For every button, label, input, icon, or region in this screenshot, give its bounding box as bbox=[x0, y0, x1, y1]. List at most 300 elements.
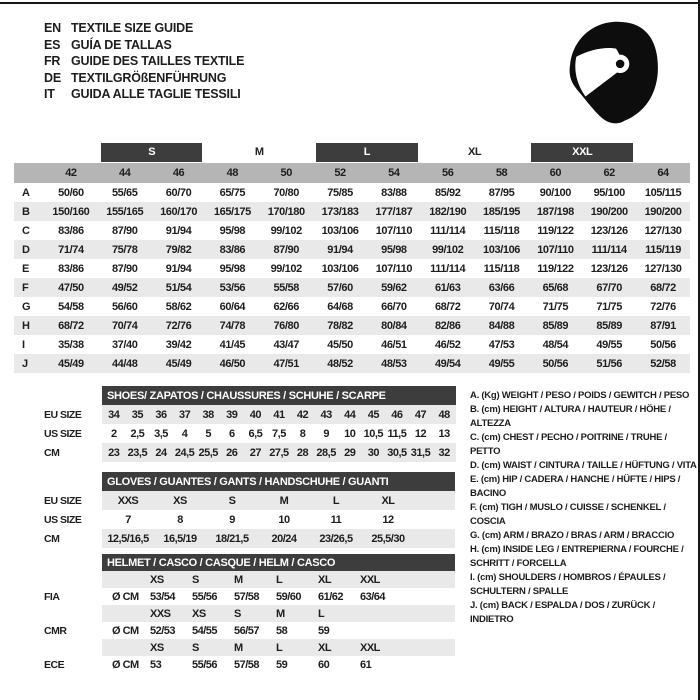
size-value-cell: 7,5 bbox=[272, 427, 286, 440]
size-value-cell: 48/54 bbox=[542, 338, 569, 351]
legend-item-h: H. (cm) INSIDE LEG / ENTREPIERNA / FOURCHE / SCHRITT / FORCELLA bbox=[470, 544, 684, 569]
gloves-size-table bbox=[44, 472, 455, 548]
legend-item-a: A. (Kg) WEIGHT / PESO / POIDS / GEWITCH / PESO bbox=[470, 390, 690, 401]
row-label: E bbox=[22, 262, 29, 275]
size-value-cell: 83/88 bbox=[381, 186, 407, 199]
size-group-xxl: XXL bbox=[531, 143, 633, 162]
legend-item-i: I. (cm) SHOULDERS / HOMBROS / ÉPAULES / SCHULTERN / SPALLE bbox=[470, 572, 666, 597]
spacer bbox=[636, 142, 690, 163]
size-value-cell: 49/52 bbox=[98, 278, 152, 297]
row-label: EU SIZE bbox=[44, 408, 82, 421]
size-label-cell: S bbox=[189, 639, 231, 656]
size-value-cell: 95/100 bbox=[593, 186, 625, 199]
measurement-row-d bbox=[14, 240, 690, 259]
size-value-cell: 190/200 bbox=[636, 202, 690, 221]
size-value-cell: 95/98 bbox=[219, 262, 246, 275]
size-value-cell: 70/74 bbox=[488, 300, 515, 313]
helmet-values-row-ece bbox=[44, 656, 455, 673]
language-code: IT bbox=[44, 87, 55, 101]
size-value-cell: 83/86 bbox=[205, 240, 259, 259]
unit-spacer bbox=[102, 639, 147, 656]
size-value-cell bbox=[357, 622, 399, 639]
size-value-cell: 91/94 bbox=[165, 224, 192, 237]
size-value-cell: 60 bbox=[318, 658, 330, 671]
helmet-sizes-row-ece bbox=[44, 639, 455, 656]
size-value-cell: 60/70 bbox=[165, 186, 192, 199]
size-value-cell: 71/75 bbox=[542, 300, 569, 313]
size-group-l: L bbox=[316, 143, 418, 162]
size-value-cell: 111/114 bbox=[430, 224, 466, 237]
measurement-row-f bbox=[14, 278, 690, 297]
size-label-cell: M bbox=[231, 571, 273, 588]
row-label: B bbox=[14, 202, 44, 221]
size-value-cell: 103/106 bbox=[321, 262, 359, 275]
size-value-cell: 47/50 bbox=[44, 278, 98, 297]
size-value-cell: 107/110 bbox=[375, 224, 413, 237]
size-value-cell: 76/80 bbox=[259, 316, 313, 335]
size-value-cell: 68/72 bbox=[44, 316, 98, 335]
size-value-cell: 123/126 bbox=[590, 224, 628, 237]
size-value-cell: 8 bbox=[177, 513, 183, 526]
size-column-60: 60 bbox=[528, 163, 582, 183]
shoes-row-cm bbox=[44, 443, 456, 462]
size-value-cell: 165/175 bbox=[205, 202, 259, 221]
size-value-cell: 57/60 bbox=[313, 278, 367, 297]
size-value-cell: 44/48 bbox=[98, 354, 152, 373]
title-line-it bbox=[44, 86, 244, 103]
legend-item-g: G. (cm) ARM / BRAZO / BRAS / ARM / BRACCIO bbox=[470, 530, 675, 541]
size-value-cell: 59/62 bbox=[367, 278, 421, 297]
helmet-icon bbox=[562, 18, 664, 126]
size-column-46: 46 bbox=[152, 163, 206, 183]
size-value-cell: 52/58 bbox=[636, 354, 690, 373]
size-value-cell: 45 bbox=[362, 405, 386, 424]
size-label-cell: XS bbox=[189, 605, 231, 622]
size-value-cell: 3,5 bbox=[154, 427, 168, 440]
helmet-header-bar: HELMET / CASCO / CASQUE / HELM / CASCO bbox=[102, 554, 455, 571]
size-value-cell: 45/49 bbox=[44, 354, 98, 373]
size-value-cell: 49/55 bbox=[596, 338, 622, 351]
size-column-64: 64 bbox=[636, 163, 690, 183]
size-value-cell: 28,5 bbox=[314, 443, 338, 462]
size-value-cell: 70/80 bbox=[273, 186, 299, 199]
size-label-cell: S bbox=[231, 605, 273, 622]
size-value-cell: 103/106 bbox=[321, 224, 359, 237]
measurement-row-c bbox=[14, 221, 690, 240]
size-column-48: 48 bbox=[205, 163, 259, 183]
size-value-cell: 27,5 bbox=[267, 443, 291, 462]
size-column-52: 52 bbox=[313, 163, 367, 183]
size-value-cell: 177/187 bbox=[367, 202, 421, 221]
size-value-cell: 25,5 bbox=[196, 443, 220, 462]
size-value-cell: 53 bbox=[150, 658, 162, 671]
size-number-row bbox=[14, 163, 690, 183]
size-value-cell: 190/200 bbox=[582, 202, 636, 221]
size-value-cell: 78/82 bbox=[313, 316, 367, 335]
size-value-cell: 87/91 bbox=[636, 316, 690, 335]
helmet-values-row-fia bbox=[44, 588, 455, 605]
size-value-cell: 187/198 bbox=[528, 202, 582, 221]
filler-cell bbox=[399, 656, 455, 673]
size-value-cell: 53/56 bbox=[205, 278, 259, 297]
size-value-cell: 27 bbox=[244, 443, 268, 462]
size-value-cell: 79/82 bbox=[152, 240, 206, 259]
size-value-cell: 10 bbox=[344, 427, 356, 440]
size-value-cell: 51/56 bbox=[582, 354, 636, 373]
row-label-spacer bbox=[44, 571, 102, 588]
size-value-cell: 87/90 bbox=[111, 224, 138, 237]
row-label: CM bbox=[44, 532, 60, 545]
size-value-cell: 32 bbox=[432, 443, 456, 462]
size-value-cell: 52/53 bbox=[150, 624, 176, 637]
size-value-cell: 123/126 bbox=[590, 262, 628, 275]
size-value-cell: 30 bbox=[362, 443, 386, 462]
title-text: GUIDE DES TAILLES TEXTILE bbox=[71, 54, 245, 68]
size-value-cell: 70/74 bbox=[98, 316, 152, 335]
size-value-cell: 12,5/16,5 bbox=[102, 529, 154, 548]
shoes-header-bar: SHOES/ ZAPATOS / CHAUSSURES / SCHUHE / SCARPE bbox=[102, 386, 456, 405]
size-value-cell: 49/54 bbox=[421, 354, 475, 373]
size-value-cell: 43 bbox=[314, 405, 338, 424]
size-value-cell: 60/64 bbox=[219, 300, 246, 313]
size-column-62: 62 bbox=[582, 163, 636, 183]
row-label: H bbox=[14, 316, 44, 335]
language-code: DE bbox=[44, 70, 61, 85]
size-value-cell: 72/76 bbox=[650, 300, 676, 313]
size-value-cell: 103/106 bbox=[475, 240, 529, 259]
size-value-cell: 63/66 bbox=[475, 278, 529, 297]
size-value-cell: XXS bbox=[102, 491, 154, 510]
size-value-cell: 45/49 bbox=[152, 354, 206, 373]
measurement-row-a bbox=[14, 183, 690, 202]
size-value-cell: 26 bbox=[220, 443, 244, 462]
size-value-cell: 23,5 bbox=[126, 443, 150, 462]
size-value-cell: 160/170 bbox=[152, 202, 206, 221]
size-value-cell: 62/66 bbox=[273, 300, 299, 313]
size-value-cell: 127/130 bbox=[644, 262, 682, 275]
size-value-cell: 23/26,5 bbox=[310, 529, 362, 548]
size-value-cell: 71/75 bbox=[596, 300, 622, 313]
size-value-cell: M bbox=[258, 491, 310, 510]
size-value-cell: 57/58 bbox=[234, 590, 260, 603]
legend-item-c: C. (cm) CHEST / PECHO / POITRINE / TRUHE / PETTO bbox=[470, 432, 667, 457]
size-value-cell: 9 bbox=[323, 427, 329, 440]
size-value-cell: 87/90 bbox=[111, 262, 138, 275]
size-value-cell: 35 bbox=[126, 405, 150, 424]
size-value-cell: 39/42 bbox=[165, 338, 192, 351]
size-value-cell: 87/90 bbox=[259, 240, 313, 259]
size-value-cell: 80/84 bbox=[367, 316, 421, 335]
size-value-cell: 84/88 bbox=[475, 316, 529, 335]
size-group-cell bbox=[205, 142, 313, 163]
size-column-56: 56 bbox=[421, 163, 475, 183]
size-label-cell: XXL bbox=[357, 639, 399, 656]
size-value-cell: 54/58 bbox=[58, 300, 84, 313]
title-line-fr bbox=[44, 53, 244, 70]
size-value-cell: 115/118 bbox=[483, 262, 520, 275]
size-value-cell: 46/50 bbox=[205, 354, 259, 373]
size-column-44: 44 bbox=[98, 163, 152, 183]
size-value-cell: 40 bbox=[244, 405, 268, 424]
size-value-cell: 34 bbox=[102, 405, 126, 424]
filler-cell bbox=[399, 639, 455, 656]
filler-cell bbox=[399, 622, 455, 639]
title-text: TEXTILE SIZE GUIDE bbox=[71, 21, 194, 35]
size-value-cell: 74/78 bbox=[205, 316, 259, 335]
size-value-cell: 13 bbox=[438, 427, 450, 440]
measurement-row-g bbox=[14, 297, 690, 316]
row-label: D bbox=[14, 240, 44, 259]
size-value-cell: 6,5 bbox=[248, 427, 263, 440]
title-text: GUIDA ALLE TAGLIE TESSILI bbox=[71, 87, 241, 101]
size-value-cell: 119/122 bbox=[537, 262, 574, 275]
size-value-cell: 31,5 bbox=[409, 443, 433, 462]
helmet-values-row-cmr bbox=[44, 622, 455, 639]
unit-label: Ø CM bbox=[112, 624, 139, 637]
size-value-cell: 68/72 bbox=[636, 278, 690, 297]
language-code: ES bbox=[44, 37, 61, 52]
size-value-cell: 170/180 bbox=[259, 202, 313, 221]
size-value-cell: 83/86 bbox=[58, 262, 84, 275]
size-value-cell: 4 bbox=[181, 427, 188, 440]
measurement-legend bbox=[470, 389, 697, 627]
filler-cell bbox=[399, 588, 455, 605]
measurement-row-j bbox=[14, 354, 690, 373]
size-value-cell: 55/65 bbox=[111, 186, 138, 199]
size-value-cell: 9 bbox=[229, 513, 235, 526]
size-value-cell: 59/60 bbox=[276, 590, 302, 603]
size-value-cell: 90/100 bbox=[539, 186, 571, 199]
language-code: EN bbox=[44, 21, 61, 35]
size-value-cell: 91/94 bbox=[313, 240, 367, 259]
size-value-cell: 48/52 bbox=[313, 354, 367, 373]
size-group-m: M bbox=[254, 146, 264, 158]
size-value-cell: 65/68 bbox=[528, 278, 582, 297]
size-value-cell: 51/54 bbox=[152, 278, 206, 297]
size-value-cell: 111/114 bbox=[430, 262, 466, 275]
language-code: FR bbox=[44, 54, 61, 68]
size-value-cell: 11 bbox=[330, 513, 342, 526]
size-value-cell: 23 bbox=[102, 443, 126, 462]
size-value-cell: 7 bbox=[125, 513, 131, 526]
size-value-cell: 115/119 bbox=[636, 240, 690, 259]
size-value-cell: 66/70 bbox=[381, 300, 407, 313]
size-value-cell: 55/56 bbox=[192, 658, 218, 671]
size-column-58: 58 bbox=[475, 163, 529, 183]
size-value-cell: 55/58 bbox=[259, 278, 313, 297]
size-value-cell: 30,5 bbox=[385, 443, 409, 462]
size-value-cell: 12 bbox=[382, 513, 394, 526]
size-value-cell: 38 bbox=[196, 405, 220, 424]
size-value-cell: 111/114 bbox=[582, 240, 636, 259]
size-group-s: S bbox=[101, 143, 203, 162]
size-value-cell: 107/110 bbox=[528, 240, 582, 259]
size-value-cell: 127/130 bbox=[644, 224, 682, 237]
size-label-cell: XL bbox=[315, 571, 357, 588]
size-value-cell: 53/54 bbox=[150, 590, 176, 603]
size-value-cell: 28 bbox=[291, 443, 315, 462]
size-value-cell: 150/160 bbox=[44, 202, 98, 221]
size-label-cell: XS bbox=[147, 571, 189, 588]
shoes-header-row bbox=[44, 386, 456, 405]
size-value-cell: 46/52 bbox=[434, 338, 461, 351]
size-value-cell: 16,5/19 bbox=[154, 529, 206, 548]
size-column-54: 54 bbox=[367, 163, 421, 183]
size-value-cell: 64/68 bbox=[327, 300, 353, 313]
size-value-cell: 35/38 bbox=[58, 338, 84, 351]
size-value-cell: 75/78 bbox=[98, 240, 152, 259]
standard-label: CMR bbox=[44, 624, 67, 637]
standard-label: FIA bbox=[44, 590, 60, 603]
size-value-cell: 58 bbox=[276, 624, 288, 637]
row-label: EU SIZE bbox=[44, 494, 82, 507]
shoes-row-eu-size bbox=[44, 405, 456, 424]
size-value-cell: 61/63 bbox=[421, 278, 475, 297]
row-label: A bbox=[22, 186, 30, 199]
title-line-de bbox=[44, 70, 244, 87]
size-value-cell: 36 bbox=[149, 405, 173, 424]
size-value-cell: 155/165 bbox=[98, 202, 152, 221]
size-label-cell: M bbox=[231, 639, 273, 656]
top-border-line bbox=[0, 2, 700, 4]
size-value-cell: 41 bbox=[267, 405, 291, 424]
size-group-cell bbox=[98, 142, 206, 163]
size-label-cell: XXL bbox=[357, 571, 399, 588]
row-label: C bbox=[22, 224, 30, 237]
measurement-row-e bbox=[14, 259, 690, 278]
filler-cell bbox=[414, 529, 455, 548]
size-group-cell bbox=[313, 142, 421, 163]
title-line-es bbox=[44, 37, 244, 54]
title-text: TEXTILGRÖßENFÜHRUNG bbox=[71, 70, 227, 85]
size-value-cell: 6 bbox=[228, 427, 235, 440]
size-value-cell: 173/183 bbox=[313, 202, 367, 221]
size-value-cell: 43/47 bbox=[273, 338, 299, 351]
helmet-size-table bbox=[44, 554, 455, 673]
size-value-cell: 24 bbox=[149, 443, 173, 462]
row-label: F bbox=[14, 278, 44, 297]
size-value-cell: 72/76 bbox=[152, 316, 206, 335]
size-value-cell: 50/56 bbox=[650, 338, 676, 351]
size-value-cell: 41/45 bbox=[219, 338, 246, 351]
size-value-cell: XL bbox=[362, 491, 414, 510]
size-value-cell: 75/85 bbox=[327, 186, 353, 199]
size-value-cell: 59 bbox=[276, 658, 288, 671]
measurement-row-i bbox=[14, 335, 690, 354]
size-label-cell: L bbox=[273, 639, 315, 656]
size-value-cell: 107/110 bbox=[375, 262, 413, 275]
unit-label: Ø CM bbox=[112, 590, 139, 603]
helmet-sizes-row-fia bbox=[44, 571, 455, 588]
size-value-cell: 49/55 bbox=[475, 354, 529, 373]
size-value-cell: L bbox=[310, 491, 362, 510]
size-label-cell: M bbox=[273, 605, 315, 622]
size-value-cell: 59 bbox=[318, 624, 330, 637]
title-text: GUÍA DE TALLAS bbox=[71, 37, 172, 52]
filler-cell bbox=[399, 605, 455, 622]
size-value-cell: 87/95 bbox=[488, 186, 515, 199]
size-value-cell: 83/86 bbox=[58, 224, 84, 237]
size-value-cell: 8 bbox=[299, 427, 306, 440]
size-value-cell: 11,5 bbox=[387, 427, 407, 440]
size-value-cell: 185/195 bbox=[475, 202, 529, 221]
gloves-row-us-size bbox=[44, 510, 455, 529]
legend-item-e: E. (cm) HIP / CADERA / HANCHE / HÜFTE / HIPS / BACINO bbox=[470, 474, 681, 499]
size-value-cell: 182/190 bbox=[421, 202, 475, 221]
size-value-cell: 61/62 bbox=[318, 590, 344, 603]
size-value-cell: 85/89 bbox=[582, 316, 636, 335]
size-value-cell: 37/40 bbox=[111, 338, 138, 351]
size-value-cell: 47 bbox=[409, 405, 433, 424]
size-value-cell: 10,5 bbox=[363, 427, 384, 440]
size-value-cell: 67/70 bbox=[582, 278, 636, 297]
size-label-cell: XXS bbox=[147, 605, 189, 622]
size-value-cell: 56/57 bbox=[234, 624, 260, 637]
size-group-row bbox=[14, 142, 690, 163]
filler-cell bbox=[399, 571, 455, 588]
size-value-cell: 99/102 bbox=[270, 224, 302, 237]
size-value-cell: 18/21,5 bbox=[206, 529, 258, 548]
size-value-cell: 71/74 bbox=[44, 240, 98, 259]
size-label-cell: L bbox=[273, 571, 315, 588]
unit-spacer bbox=[102, 605, 147, 622]
size-value-cell: 54/55 bbox=[192, 624, 218, 637]
row-label-spacer bbox=[14, 163, 44, 183]
size-value-cell: 115/118 bbox=[483, 224, 520, 237]
unit-spacer bbox=[102, 571, 147, 588]
size-value-cell: 2,5 bbox=[130, 427, 145, 440]
gloves-row-cm bbox=[44, 529, 455, 548]
row-label: G bbox=[22, 300, 31, 313]
size-value-cell: 47/53 bbox=[488, 338, 515, 351]
size-value-cell: 42 bbox=[291, 405, 315, 424]
legend-item-b: B. (cm) HEIGHT / ALTURA / HAUTEUR / HÖHE / ALTEZZA bbox=[470, 404, 671, 429]
size-label-cell: S bbox=[189, 571, 231, 588]
size-label-cell: XL bbox=[315, 639, 357, 656]
size-value-cell: XS bbox=[154, 491, 206, 510]
size-value-cell: 61 bbox=[360, 658, 372, 671]
shoes-row-us-size bbox=[44, 424, 456, 443]
title-language-list bbox=[44, 20, 244, 103]
gloves-header-bar: GLOVES / GUANTES / GANTS / HANDSCHUHE / GUANTI bbox=[102, 472, 455, 491]
size-value-cell: 63/64 bbox=[360, 590, 386, 603]
size-value-cell: 39 bbox=[220, 405, 244, 424]
filler-cell bbox=[414, 510, 455, 529]
size-value-cell: 82/86 bbox=[421, 316, 475, 335]
size-value-cell: 95/98 bbox=[367, 240, 421, 259]
legend-item-d: D. (cm) WAIST / CINTURA / TAILLE / HÜFTUNG / VITA bbox=[470, 460, 697, 471]
size-value-cell: 55/56 bbox=[192, 590, 218, 603]
size-value-cell: 48/53 bbox=[367, 354, 421, 373]
size-label-cell bbox=[357, 605, 399, 622]
size-value-cell: 2 bbox=[110, 427, 117, 440]
size-value-cell: 47/51 bbox=[259, 354, 313, 373]
size-label-cell: XS bbox=[147, 639, 189, 656]
size-value-cell: 99/102 bbox=[421, 240, 475, 259]
size-value-cell: 58/62 bbox=[165, 300, 192, 313]
size-value-cell: 65/75 bbox=[219, 186, 246, 199]
size-value-cell: 119/122 bbox=[537, 224, 574, 237]
helmet-header-row bbox=[44, 554, 455, 571]
size-value-cell: 24,5 bbox=[173, 443, 197, 462]
shoes-size-table bbox=[44, 386, 456, 462]
size-value-cell: 91/94 bbox=[165, 262, 192, 275]
size-value-cell: 56/60 bbox=[111, 300, 138, 313]
measurement-row-b bbox=[14, 202, 690, 221]
size-value-cell: 85/89 bbox=[528, 316, 582, 335]
size-value-cell: 46 bbox=[385, 405, 409, 424]
size-value-cell: 85/92 bbox=[434, 186, 461, 199]
